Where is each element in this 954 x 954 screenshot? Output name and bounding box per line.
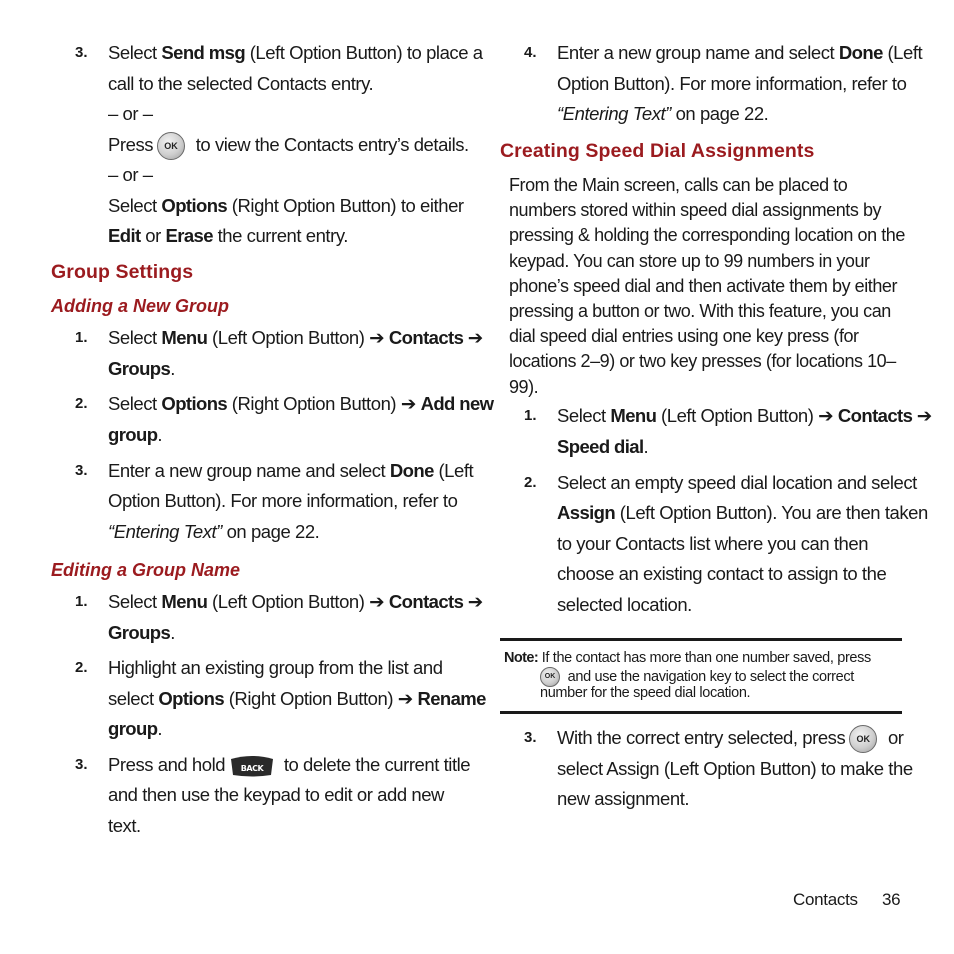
footer-section-name: Contacts [793,890,858,909]
step-text: choose an existing contact to assign to the [557,563,887,584]
step-number: 3. [75,44,88,61]
step-text: Select Menu (Left Option Button) ➔ Contacts ➔ [108,327,483,348]
step-number: 3. [524,729,537,746]
step-text: Groups. [108,622,175,643]
step-text: With the correct entry selected, press OK or [557,723,904,754]
step-number: 4. [524,44,537,61]
section-heading-speed-dial: Creating Speed Dial Assignments [500,140,815,162]
step-text: “Entering Text” on page 22. [557,103,769,124]
cross-reference-link[interactable]: “Entering Text” [557,103,671,124]
step-number: 2. [524,474,537,491]
step-text: “Entering Text” on page 22. [108,521,320,542]
step-text: Select an empty speed dial location and select [557,472,917,493]
step-text: Assign (Left Option Button). You are then taken [557,502,928,523]
note-label: Note: [504,650,539,666]
subheading-adding-group: Adding a New Group [51,296,229,316]
step-text: Select Menu (Left Option Button) ➔ Contacts ➔ [108,591,483,612]
step-text: Press OK to view the Contacts entry’s details. [108,130,469,161]
step-text: select Assign (Left Option Button) to make the [557,758,913,779]
step-text: select Options (Right Option Button) ➔ Rename [108,688,486,709]
step-text: new assignment. [557,788,690,809]
step-text: text. [108,815,141,836]
step-text: to your Contacts list where you can then [557,533,869,554]
step-text: selected location. [557,594,692,615]
step-number: 2. [75,395,88,412]
step-text: call to the selected Contacts entry. [108,73,374,94]
ok-button-icon: OK [849,725,877,753]
step-number: 3. [75,756,88,773]
note-bottom-rule [500,711,902,714]
note-top-rule [500,638,902,641]
ok-button-icon: OK [157,132,185,160]
back-key-label: BACK [240,764,264,774]
ok-button-icon: OK [540,667,560,687]
step-number: 3. [75,462,88,479]
step-text: group. [108,718,163,739]
send-msg-label: Send msg [161,42,246,63]
step-number: 2. [75,659,88,676]
step-text: Select Menu (Left Option Button) ➔ Contacts ➔ [557,405,932,426]
step-text: Press and hold BACK to delete the current title [108,750,470,781]
step-text: Groups. [108,358,175,379]
step-text: Option Button). For more information, refer to [108,490,458,511]
or-separator: – or – [108,164,153,185]
step-text: Edit or Erase the current entry. [108,225,348,246]
note-text: Note: If the contact has more than one number saved, press [504,650,871,666]
step-text: and then use the keypad to edit or add new [108,784,444,805]
step-text: Speed dial. [557,436,649,457]
step-text: group. [108,424,163,445]
step-text: Option Button). For more information, refer to [557,73,907,94]
note-text: number for the speed dial location. [540,685,751,701]
step-text: Enter a new group name and select Done (Left [108,460,474,481]
step-text: Select Send msg (Left Option Button) to place a [108,42,483,63]
step-text: Select Options (Right Option Button) ➔ Add new [108,393,494,414]
cross-reference-link[interactable]: “Entering Text” [108,521,222,542]
step-text: Highlight an existing group from the list and [108,657,443,678]
intro-paragraph: From the Main screen, calls can be placed to numbers stored within speed dial assignments by pressing & holding the corresponding location on the keypad. You can store up to 99 numbers in your phone’s speed dial and then activate them by either pressing a button or two. With this feature, you can dial speed dial entries using one key press (for locations 2–9) or two key presses (for locations 10– 99). [509,175,905,397]
step-number: 1. [75,593,88,610]
step-text: Select Options (Right Option Button) to either [108,195,464,216]
note-text: OK and use the navigation key to select the correct [540,667,854,687]
or-separator: – or – [108,103,153,124]
page-number: 36 [882,890,901,909]
subheading-editing-group: Editing a Group Name [51,560,241,580]
section-heading-group-settings: Group Settings [51,261,194,283]
step-number: 1. [75,329,88,346]
step-number: 1. [524,407,537,424]
step-text: Enter a new group name and select Done (Left [557,42,923,63]
back-key-icon [229,755,275,777]
